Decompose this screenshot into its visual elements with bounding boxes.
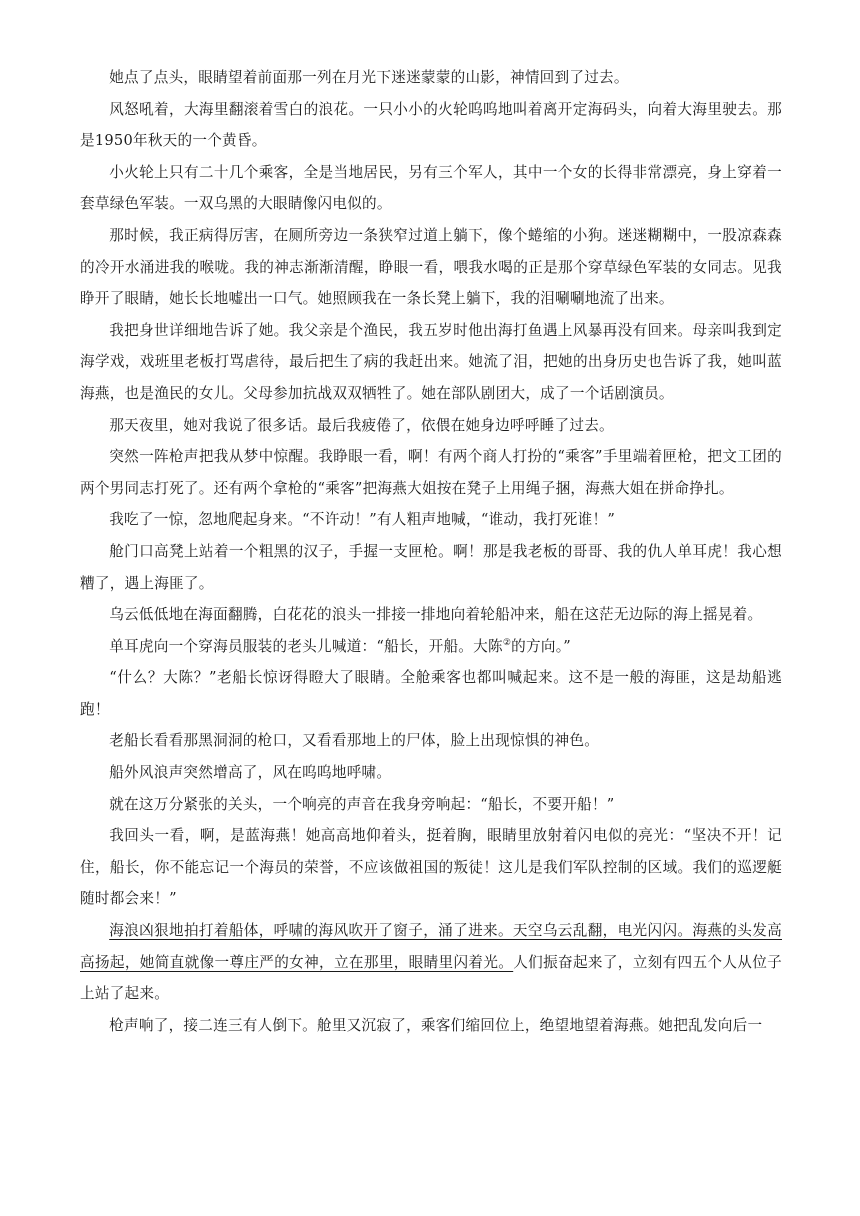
paragraph-text: 那时候，我正病得厉害，在厕所旁边一条狭窄过道上躺下，像个蜷缩的小狗。迷迷糊糊中，一股凉森森的冷开水涌进我的喉咙。我的神志渐渐清醒，睁眼一看，喂我水喝的正是那个穿草绿色军装的女同志。见我睁开了眼睛，她长长地嘘出一口气。她照顾我在一条长凳上躺下，我的泪唰唰地流了出来。 [80, 226, 782, 308]
paragraph [80, 157, 782, 220]
paragraph [80, 315, 782, 410]
paragraph [80, 410, 782, 442]
paragraph-text: 我吃了一惊，忽地爬起身来。“不许动！”有人粗声地喊，“谁动，我打死谁！” [109, 511, 616, 529]
document-body [80, 62, 782, 1041]
underlined-passage: 海浪凶狠地拍打着船体，呼啸的海风吹开了窗子，涌了进来。天空乌云乱翻，电光闪闪。海燕的头发高高扬起，她简直就像一尊庄严的女神，立在那里，眼睛里闪着光。 [80, 922, 782, 971]
paragraph [80, 94, 782, 157]
paragraph-text: 就在这万分紧张的关头，一个响亮的声音在我身旁响起：“船长，不要开船！” [109, 795, 615, 813]
paragraph [80, 536, 782, 599]
paragraph [80, 441, 782, 504]
paragraph [80, 915, 782, 1010]
paragraph-text-continued: 的方向。” [511, 637, 571, 655]
paragraph-text-continued: 人们振奋起来了，立刻有四五个人从位子上站了起来。 [80, 953, 782, 1003]
paragraph-text: 舱门口高凳上站着一个粗黑的汉子，手握一支匣枪。啊！那是我老板的哥哥、我的仇人单耳虎！我心想糟了，遇上海匪了。 [80, 542, 782, 592]
paragraph-text: 乌云低低地在海面翻腾，白花花的浪头一排接一排地向着轮船冲来，船在这茫无边际的海上摇晃着。 [109, 606, 763, 624]
paragraph [80, 789, 782, 821]
paragraph-text: 老船长看看那黑洞洞的枪口，又看看那地上的尸体，脸上出现惊惧的神色。 [109, 732, 600, 750]
paragraph-text: 突然一阵枪声把我从梦中惊醒。我睁眼一看，啊！有两个商人打扮的“乘客”手里端着匣枪，把文工团的两个男同志打死了。还有两个拿枪的“乘客”把海燕大姐按在凳子上用绳子捆，海燕大姐在拼命挣扎。 [80, 448, 782, 497]
paragraph [80, 599, 782, 631]
paragraph-text: “什么？大陈？”老船长惊讶得瞪大了眼睛。全舱乘客也都叫喊起来。这不是一般的海匪，这是劫船逃跑！ [80, 669, 782, 718]
paragraph [80, 757, 782, 789]
paragraph-text: 船外风浪声突然增高了，风在呜呜地呼啸。 [109, 764, 392, 782]
footnote-marker: ② [502, 637, 512, 648]
paragraph-text: 那天夜里，她对我说了很多话。最后我疲倦了，依偎在她身边呼呼睡了过去。 [109, 416, 614, 434]
paragraph-text: 小火轮上只有二十几个乘客，全是当地居民，另有三个军人，其中一个女的长得非常漂亮，身上穿着一套草绿色军装。一双乌黑的大眼睛像闪电似的。 [80, 163, 782, 213]
paragraph [80, 725, 782, 757]
paragraph-text: 她点了点头，眼睛望着前面那一列在月光下迷迷蒙蒙的山影，神情回到了过去。 [109, 69, 629, 86]
paragraph [80, 62, 782, 94]
paragraph [80, 820, 782, 915]
paragraph [80, 662, 782, 725]
paragraph [80, 220, 782, 315]
paragraph-text: 风怒吼着，大海里翻滚着雪白的浪花。一只小小的火轮呜呜地叫着离开定海码头，向着大海里驶去。那是1950年秋天的一个黄昏。 [80, 100, 782, 150]
paragraph-text: 枪声响了，接二连三有人倒下。舱里又沉寂了，乘客们缩回位上，绝望地望着海燕。她把乱发向后一 [109, 1016, 763, 1034]
paragraph [80, 631, 782, 663]
paragraph-text: 我回头一看，啊，是蓝海燕！她高高地仰着头，挺着胸，眼睛里放射着闪电似的亮光：“坚决不开！记住，船长，你不能忘记一个海员的荣誉，不应该做祖国的叛徒！这儿是我们军队控制的区域。我们的巡逻艇随时都会来！” [80, 827, 782, 908]
paragraph-text: 我把身世详细地告诉了她。我父亲是个渔民，我五岁时他出海打鱼遇上风暴再没有回来。母亲叫我到定海学戏，戏班里老板打骂虐待，最后把生了病的我赶出来。她流了泪，把她的出身历史也告诉了我，她叫蓝海燕，也是渔民的女儿。父母参加抗战双双牺牲了。她在部队剧团大，成了一个话剧演员。 [80, 321, 782, 402]
paragraph [80, 1010, 782, 1042]
paragraph [80, 504, 782, 536]
paragraph-text: 单耳虎向一个穿海员服装的老头儿喊道：“船长，开船。大陈 [109, 637, 503, 655]
